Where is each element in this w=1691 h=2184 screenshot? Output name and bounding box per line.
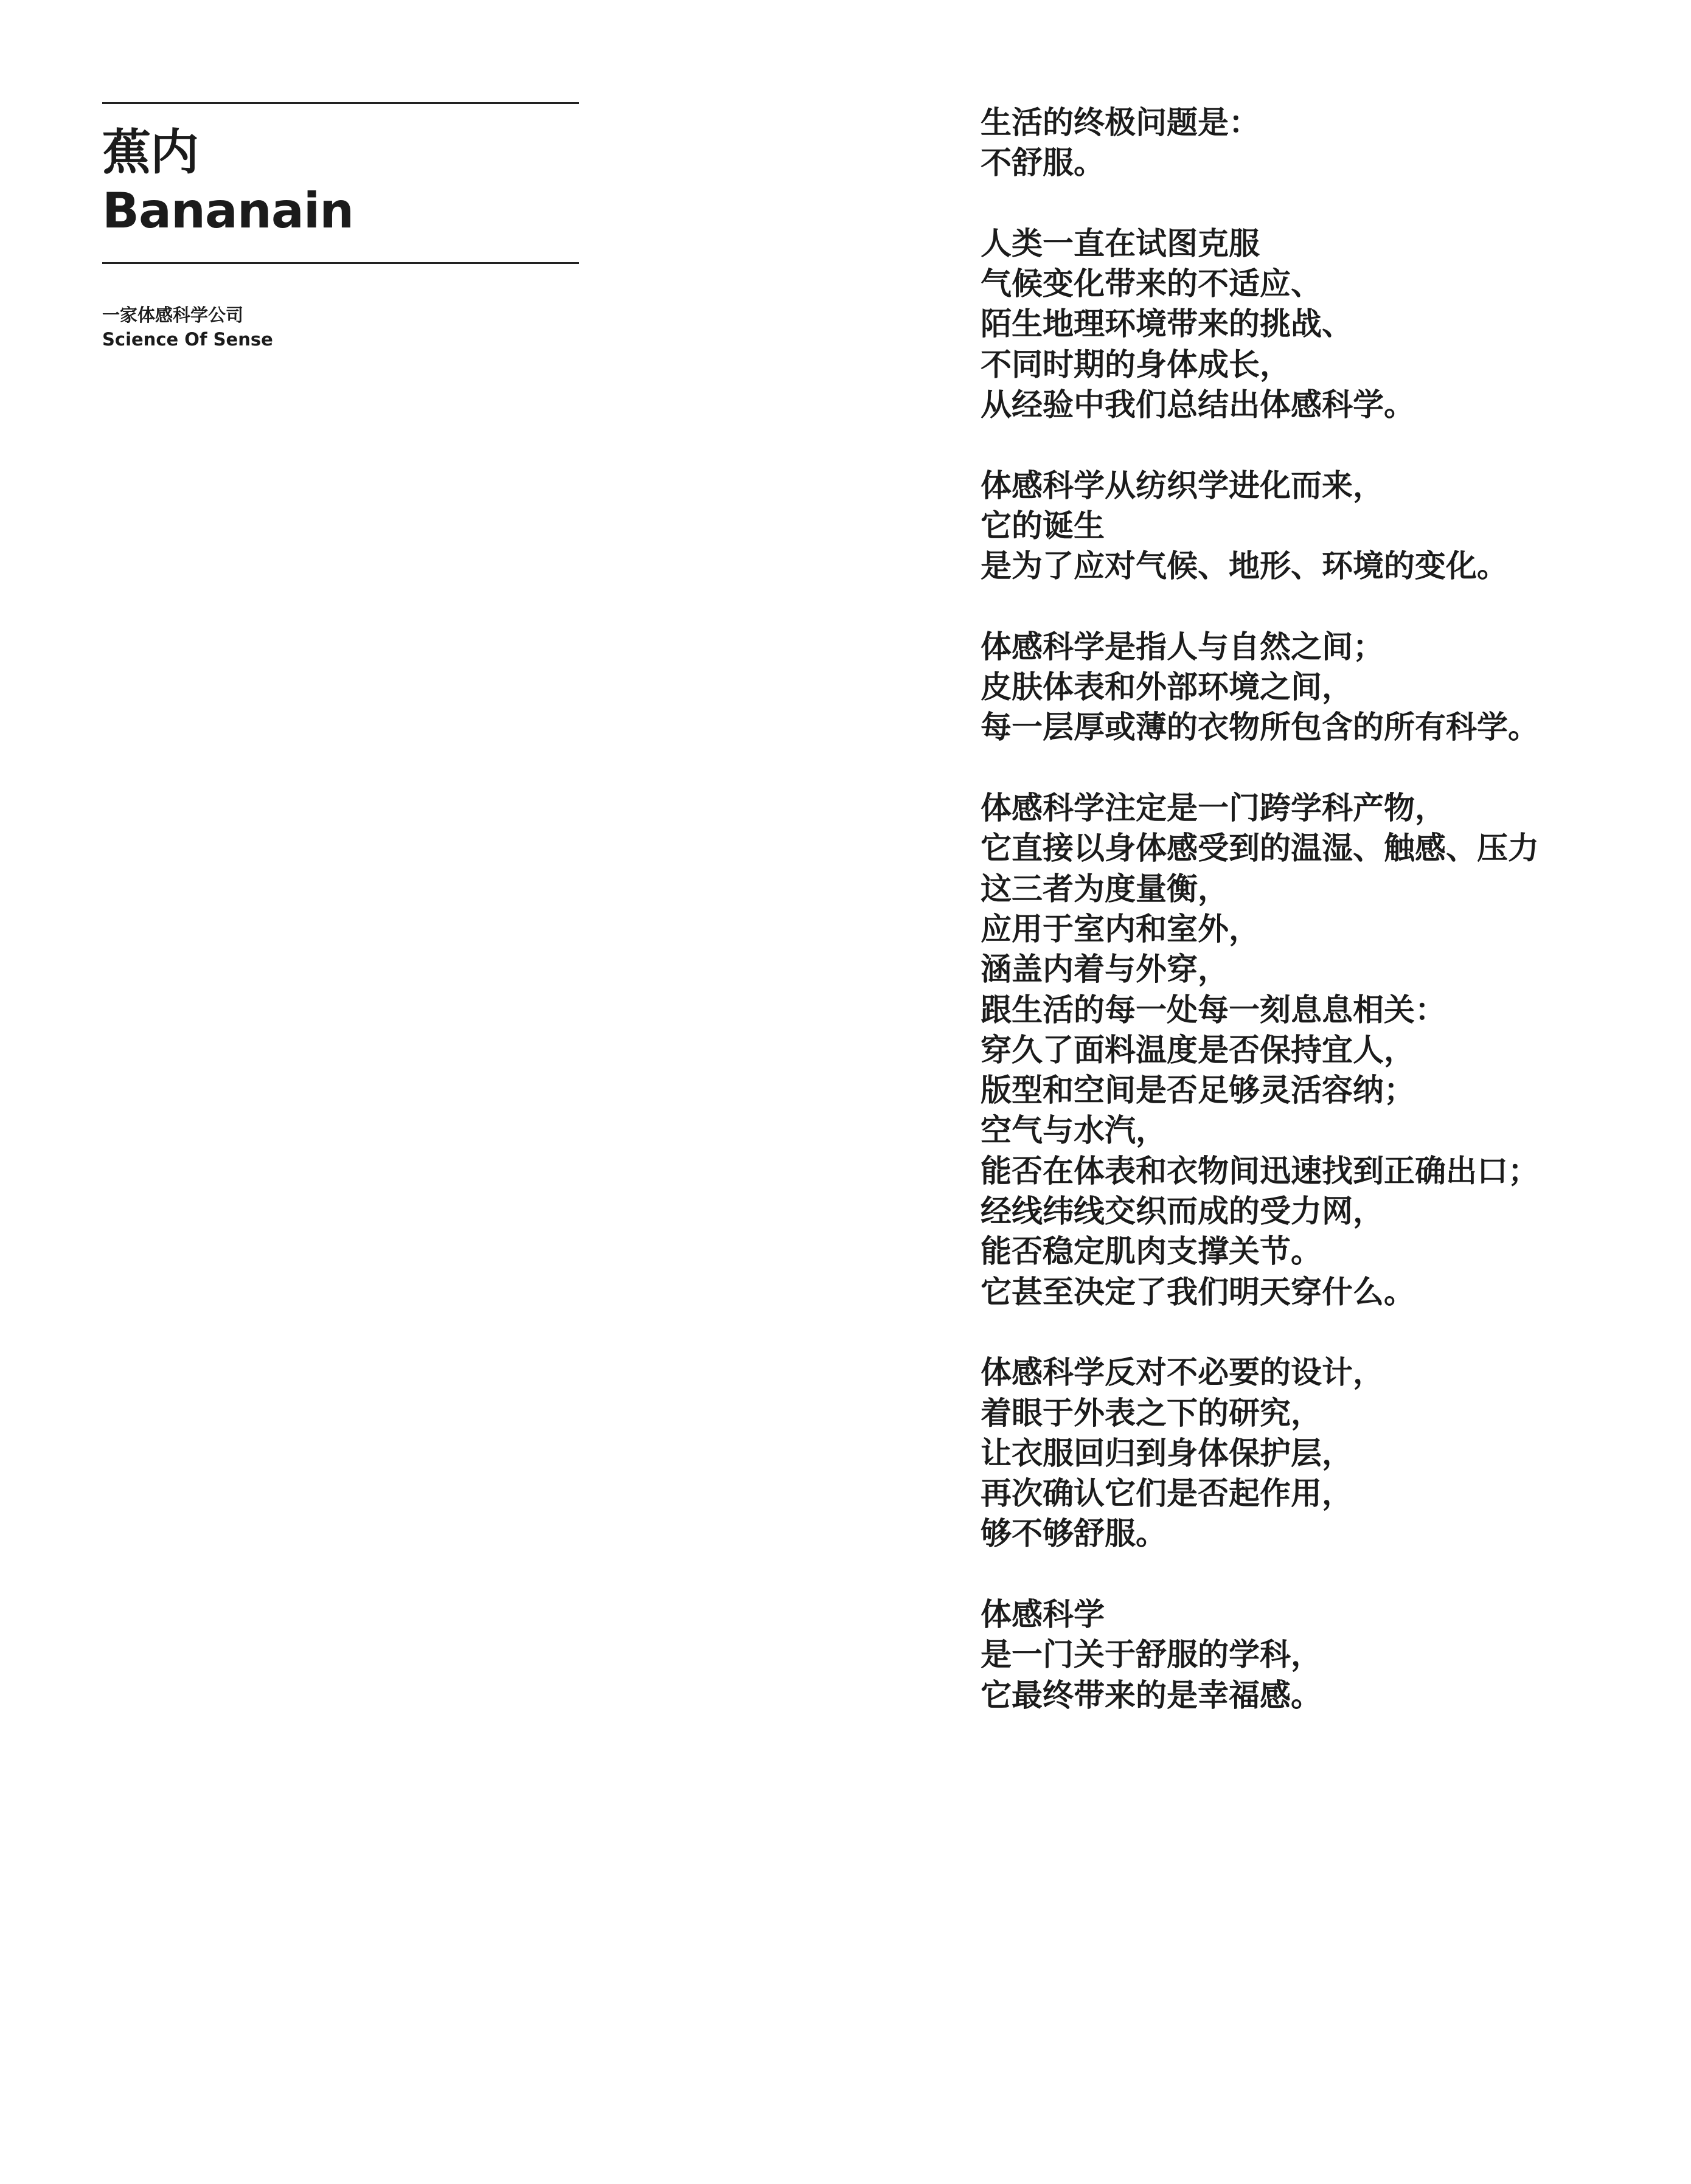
brand-block [102, 102, 579, 264]
manifesto-stanza [981, 1353, 1650, 1555]
manifesto-line: 从经验中我们总结出体感科学。 [981, 387, 1415, 424]
manifesto-stanza [981, 628, 1650, 749]
brand-name [102, 123, 579, 240]
manifesto-stanza [981, 103, 1650, 184]
tagline [102, 303, 273, 352]
manifesto-line: 它直接以身体感受到的温湿、触感、压力 [981, 831, 1540, 867]
bottom-divider [102, 262, 579, 264]
brand-name-en: Bananain [102, 182, 354, 239]
manifesto-line: 体感科学 [981, 1596, 1105, 1633]
manifesto-line: 再次确认它们是否起作用， [981, 1476, 1353, 1513]
manifesto-stanza [981, 466, 1650, 588]
manifesto-line: 生活的终极问题是： [981, 105, 1260, 141]
manifesto-line: 体感科学从纺织学进化而来， [981, 468, 1384, 504]
manifesto-line: 穿久了面料温度是否保持宜人， [981, 1032, 1415, 1069]
manifesto-line: 空气与水汽， [981, 1113, 1167, 1149]
manifesto-line: 气候变化带来的不适应、 [981, 266, 1322, 303]
brand-name-cn: 蕉内 [102, 124, 198, 181]
manifesto-line: 它甚至决定了我们明天穿什么。 [981, 1274, 1415, 1311]
manifesto-line: 体感科学注定是一门跨学科产物， [981, 791, 1446, 827]
tagline-cn: 一家体感科学公司 [102, 305, 244, 325]
manifesto-line: 是为了应对气候、地形、环境的变化。 [981, 549, 1509, 585]
manifesto-line: 皮肤体表和外部环境之间， [981, 670, 1353, 706]
manifesto-line: 它最终带来的是幸福感。 [981, 1677, 1322, 1714]
top-divider [102, 102, 579, 104]
manifesto-stanza [981, 1595, 1650, 1716]
manifesto-line: 体感科学反对不必要的设计， [981, 1355, 1384, 1392]
manifesto-line: 陌生地理环境带来的挑战、 [981, 307, 1353, 343]
manifesto-text [981, 103, 1650, 1716]
manifesto-line: 跟生活的每一处每一刻息息相关： [981, 992, 1446, 1028]
manifesto-line: 体感科学是指人与自然之间； [981, 629, 1384, 665]
manifesto-line: 应用于室内和室外， [981, 911, 1260, 948]
manifesto-line: 每一层厚或薄的衣物所包含的所有科学。 [981, 710, 1540, 746]
manifesto-line: 能否稳定肌肉支撑关节。 [981, 1234, 1322, 1271]
manifesto-line: 能否在体表和衣物间迅速找到正确出口； [981, 1153, 1540, 1190]
manifesto-line: 涵盖内着与外穿， [981, 952, 1229, 988]
manifesto-line: 版型和空间是否足够灵活容纳； [981, 1073, 1415, 1109]
manifesto-line: 着眼于外表之下的研究， [981, 1395, 1322, 1432]
manifesto-line: 是一门关于舒服的学科， [981, 1637, 1322, 1674]
manifesto-line: 够不够舒服。 [981, 1516, 1167, 1553]
manifesto-stanza [981, 224, 1650, 426]
tagline-en: Science Of Sense [102, 329, 273, 350]
manifesto-line: 它的诞生 [981, 508, 1105, 544]
manifesto-line: 不舒服。 [981, 145, 1105, 182]
manifesto-stanza [981, 789, 1650, 1313]
manifesto-line: 让衣服回归到身体保护层， [981, 1435, 1353, 1472]
manifesto-line: 这三者为度量衡， [981, 871, 1229, 907]
manifesto-line: 不同时期的身体成长， [981, 347, 1291, 383]
manifesto-line: 经线纬线交织而成的受力网， [981, 1194, 1384, 1230]
manifesto-line: 人类一直在试图克服 [981, 226, 1260, 262]
